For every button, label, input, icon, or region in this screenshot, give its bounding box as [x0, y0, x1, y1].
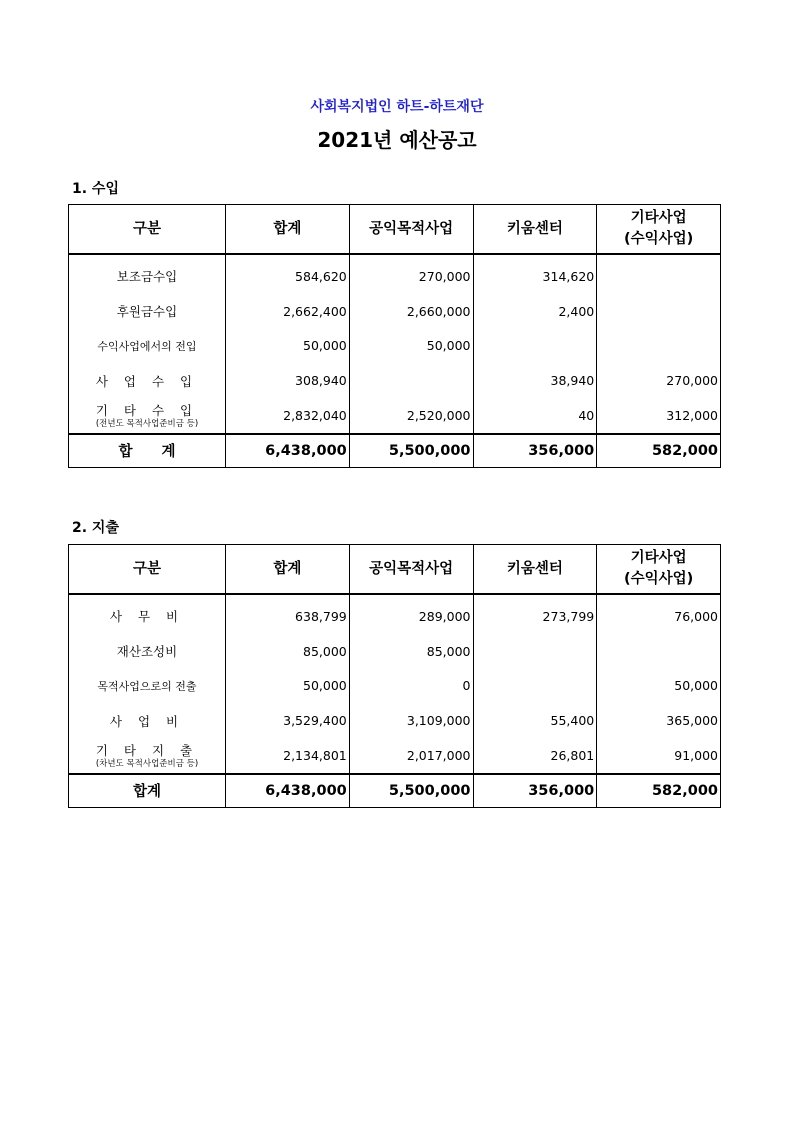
cell-total: 308,940 [226, 363, 350, 398]
cell-kium: 2,400 [473, 294, 597, 329]
cell-kium: 55,400 [473, 703, 597, 738]
cell-public: 0 [349, 669, 473, 704]
row-label: 후원금수입 [69, 294, 226, 329]
cell-other: 270,000 [597, 363, 721, 398]
cell-public: 2,017,000 [349, 738, 473, 774]
cell-other: 76,000 [597, 599, 721, 634]
total-kium: 356,000 [473, 434, 597, 468]
row-label [69, 398, 226, 434]
cell-kium: 40 [473, 398, 597, 434]
cell-total: 3,529,400 [226, 703, 350, 738]
header-total: 합계 [226, 545, 350, 595]
cell-total: 50,000 [226, 329, 350, 364]
total-row [69, 774, 721, 808]
cell-kium [473, 634, 597, 669]
total-kium: 356,000 [473, 774, 597, 808]
total-sum: 6,438,000 [226, 434, 350, 468]
page-title: 2021년 예산공고 [317, 128, 477, 152]
header-total: 합계 [226, 205, 350, 255]
total-label: 합 계 [69, 434, 226, 468]
cell-total: 2,662,400 [226, 294, 350, 329]
table-row [69, 363, 721, 398]
cell-total: 2,134,801 [226, 738, 350, 774]
cell-other [597, 259, 721, 294]
row-label: 보조금수입 [69, 259, 226, 294]
cell-public: 289,000 [349, 599, 473, 634]
row-label [69, 363, 226, 398]
total-other: 582,000 [597, 434, 721, 468]
header-row [69, 545, 721, 595]
income-table [68, 204, 721, 468]
header-kium-center: 키움센터 [473, 545, 597, 595]
cell-other: 365,000 [597, 703, 721, 738]
cell-kium: 273,799 [473, 599, 597, 634]
cell-other: 50,000 [597, 669, 721, 704]
row-label-note: (전년도 목적사업준비금 등) [95, 418, 199, 429]
total-public: 5,500,000 [349, 774, 473, 808]
table-row [69, 669, 721, 704]
cell-public [349, 363, 473, 398]
row-label: 수익사업에서의 전입 [69, 329, 226, 364]
table-row [69, 398, 721, 434]
table-row [69, 599, 721, 634]
cell-public: 85,000 [349, 634, 473, 669]
header-public-purpose: 공익목적사업 [349, 205, 473, 255]
row-label [69, 599, 226, 634]
table-row [69, 703, 721, 738]
header-other-business: 기타사업 (수익사업) [597, 205, 721, 255]
organization-name: 사회복지법인 하트-하트재단 [310, 99, 484, 115]
table-row [69, 329, 721, 364]
header-category: 구분 [69, 545, 226, 595]
cell-other: 91,000 [597, 738, 721, 774]
table-row [69, 259, 721, 294]
cell-other [597, 329, 721, 364]
total-row [69, 434, 721, 468]
cell-total: 85,000 [226, 634, 350, 669]
header-other-business: 기타사업 (수익사업) [597, 545, 721, 595]
cell-total: 2,832,040 [226, 398, 350, 434]
income-heading: 1. 수입 [72, 181, 119, 197]
row-label: 목적사업으로의 전출 [69, 669, 226, 704]
cell-public: 3,109,000 [349, 703, 473, 738]
cell-public: 270,000 [349, 259, 473, 294]
cell-kium: 26,801 [473, 738, 597, 774]
row-label-text: 사 무 비 [109, 609, 185, 625]
expense-table [68, 544, 721, 808]
row-label-text: 기 타 지 출 [95, 742, 199, 758]
header-public-purpose: 공익목적사업 [349, 545, 473, 595]
cell-kium [473, 669, 597, 704]
cell-kium: 314,620 [473, 259, 597, 294]
header-row [69, 205, 721, 255]
row-label [69, 703, 226, 738]
header-kium-center: 키움센터 [473, 205, 597, 255]
row-label-note: (차년도 목적사업준비금 등) [95, 758, 199, 769]
cell-kium [473, 329, 597, 364]
table-row [69, 634, 721, 669]
cell-total: 50,000 [226, 669, 350, 704]
row-label [69, 738, 226, 774]
cell-total: 584,620 [226, 259, 350, 294]
row-label-text: 사 업 수 입 [95, 373, 199, 389]
total-public: 5,500,000 [349, 434, 473, 468]
row-label: 재산조성비 [69, 634, 226, 669]
row-label-text: 기 타 수 입 [95, 402, 199, 418]
cell-other [597, 294, 721, 329]
table-row [69, 738, 721, 774]
total-label: 합계 [69, 774, 226, 808]
cell-other: 312,000 [597, 398, 721, 434]
cell-total: 638,799 [226, 599, 350, 634]
row-label-text: 사 업 비 [109, 713, 185, 729]
expense-heading: 2. 지출 [72, 520, 119, 536]
total-other: 582,000 [597, 774, 721, 808]
cell-public: 50,000 [349, 329, 473, 364]
header-category: 구분 [69, 205, 226, 255]
table-row [69, 294, 721, 329]
total-sum: 6,438,000 [226, 774, 350, 808]
cell-kium: 38,940 [473, 363, 597, 398]
cell-public: 2,660,000 [349, 294, 473, 329]
cell-public: 2,520,000 [349, 398, 473, 434]
cell-other [597, 634, 721, 669]
